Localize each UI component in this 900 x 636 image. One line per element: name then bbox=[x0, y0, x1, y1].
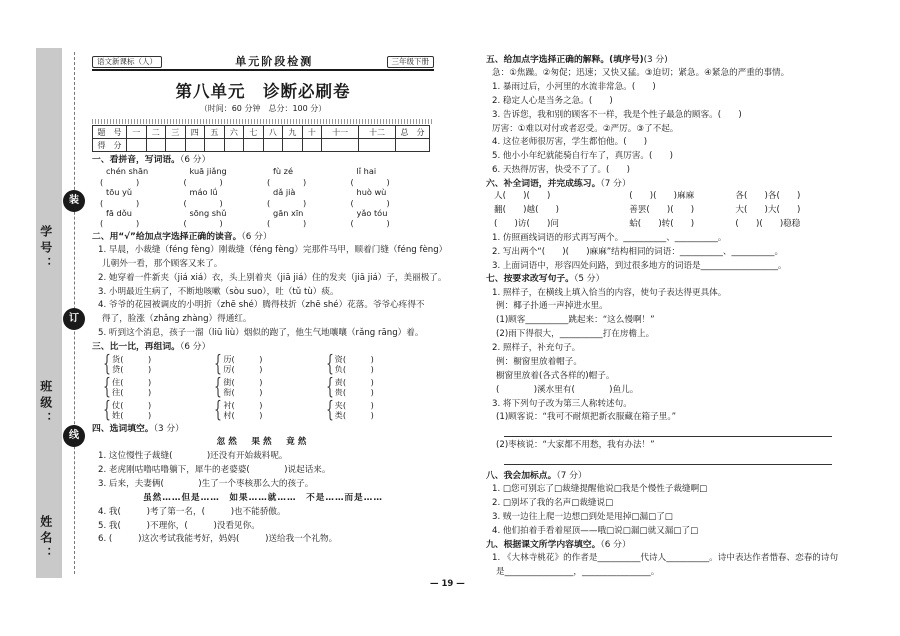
score-table-score-row bbox=[93, 139, 430, 152]
answer-blank[interactable]: ( ) bbox=[231, 387, 263, 398]
pinyin: gān xīn bbox=[273, 207, 304, 218]
section-5-heading: 五、给加点字选择正确的解释。(填序号) bbox=[486, 55, 644, 65]
question-line: 1. 这位慢性子裁缝( )还没有开始裁料呢。 bbox=[98, 451, 288, 462]
answer-blank[interactable]: ( ) bbox=[267, 218, 307, 229]
char-pair bbox=[100, 352, 211, 378]
char: 村 bbox=[223, 410, 232, 421]
answer-blank[interactable]: ( ) bbox=[342, 364, 374, 375]
question-line: 1. □您可别忘了□裁缝提醒他说□我是个慢性子裁缝啊□ bbox=[492, 484, 708, 495]
section-3-points: （6 分） bbox=[179, 342, 211, 353]
binding-strip bbox=[36, 48, 62, 578]
question-line: 1. 《大林寺桃花》的作者是__________代诗人__________。诗中表达作者惜春、恋春的诗句 bbox=[492, 552, 839, 563]
answer-blank[interactable]: ( ) bbox=[231, 410, 263, 421]
section-7-points: （5 分） bbox=[573, 274, 605, 285]
question-line: 4. 他们拍着手看着屋顶——哦□说□漏□就又漏□了□ bbox=[492, 525, 699, 536]
idiom-blank[interactable]: 翻( )越( ) bbox=[494, 205, 559, 216]
question-line: 3. 告诉您，我和别的顾客不一样，我是个性子最急的顾客。( ) bbox=[492, 109, 742, 120]
answer-blank[interactable]: ( ) bbox=[342, 377, 374, 388]
brace-icon: { bbox=[214, 352, 223, 378]
pinyin: huò wù bbox=[356, 187, 387, 198]
answer-blank[interactable]: ( ) bbox=[231, 377, 263, 388]
char: 衔 bbox=[223, 387, 232, 398]
time-score-info: （时间：60 分钟 总分：100 分） bbox=[199, 103, 327, 113]
score-input-cell[interactable] bbox=[244, 139, 264, 152]
section-9-title bbox=[486, 540, 832, 550]
section-5-title bbox=[486, 55, 832, 65]
question-line: 5. 我( )不理你，( )没看见你。 bbox=[98, 520, 260, 531]
test-type: 单元阶段检测 bbox=[235, 54, 314, 68]
answer-blank[interactable]: ( ) bbox=[120, 354, 152, 365]
pinyin: kuā jiǎng bbox=[189, 166, 227, 177]
score-input-cell[interactable] bbox=[396, 139, 430, 152]
char: 贵 bbox=[334, 387, 343, 398]
seal-xian: 线 bbox=[63, 425, 85, 447]
compare-word-grid bbox=[92, 352, 434, 424]
question-line: 3. 后来，夫妻俩( )生了一个枣核那么大的孩子。 bbox=[98, 478, 314, 489]
section-9-heading: 九、根据课文所学内容填空。 bbox=[486, 539, 601, 550]
example-line: 例：橱窗里放着帽子。 bbox=[496, 356, 582, 367]
section-9-points: （6 分） bbox=[600, 539, 631, 550]
idiom-blank[interactable]: 善罢( )( ) bbox=[629, 205, 695, 216]
score-cell: 十一 bbox=[322, 126, 359, 139]
hatch-divider bbox=[92, 119, 434, 124]
pinyin: máo lǘ bbox=[189, 187, 218, 198]
section-8-points: （7 分） bbox=[556, 471, 587, 482]
answer-blank[interactable]: ( ) bbox=[120, 377, 152, 388]
brace-icon: { bbox=[325, 398, 334, 424]
answer-blank[interactable]: ( ) bbox=[350, 218, 390, 229]
score-cell: 题 号 bbox=[93, 126, 127, 139]
char-pair bbox=[211, 375, 322, 401]
score-input-cell[interactable] bbox=[127, 139, 147, 152]
pinyin-grid bbox=[92, 167, 434, 229]
char: 贷 bbox=[112, 364, 121, 375]
pinyin: dǎ jià bbox=[273, 187, 296, 198]
char: 夹 bbox=[334, 400, 343, 411]
question-line: 3. 小明最近生病了，不断地咳嗽（sòu suo），吐（tǔ tù）痰。 bbox=[98, 286, 339, 297]
score-table-header-row bbox=[93, 126, 430, 139]
answer-blank[interactable]: ( ) bbox=[120, 410, 152, 421]
section-2-points: （6 分） bbox=[241, 231, 272, 242]
question-line: 5. 他小小年纪就能骑自行车了，真厉害。( ) bbox=[492, 151, 673, 162]
section-7-title bbox=[486, 274, 832, 284]
pinyin: chén shān bbox=[106, 166, 149, 177]
char-pair bbox=[100, 398, 211, 424]
question-line: (2)枣核说：“大家都不用愁，我有办法！” bbox=[496, 440, 655, 451]
question-line: 2. 她穿着一件新夹（jiá xiá）衣，头上别着夹（jiā jiá）住的发夹（jiā jiá）子，美丽极了。 bbox=[98, 272, 447, 283]
grade-tag: 三年级下册 bbox=[387, 56, 435, 68]
answer-blank[interactable]: ( ) bbox=[100, 218, 140, 229]
pinyin: lǐ hai bbox=[356, 166, 377, 177]
question-line: 是________________，________________。 bbox=[496, 566, 660, 577]
brace-icon: { bbox=[103, 352, 111, 378]
score-input-cell[interactable] bbox=[224, 139, 244, 152]
idiom-grid bbox=[486, 192, 832, 230]
question-line: 2. 照样子，补充句子。 bbox=[492, 343, 581, 354]
question-line: 1. 早晨，小裁缝（féng fèng）刚裁缝（féng fèng）完那件马甲，顺着门缝（féng fèng） bbox=[98, 244, 448, 255]
class-label: 班级： bbox=[38, 380, 53, 428]
question-line: 儿朝外一看，那个顾客又来了。 bbox=[102, 258, 223, 269]
name-label: 姓名： bbox=[38, 515, 53, 563]
section-8-heading: 八、我会加标点。 bbox=[486, 471, 557, 482]
question-line: 2. 写出两个“( )( )麻麻”结构相同的词语：__________、__________。 bbox=[492, 246, 784, 257]
idiom-blank[interactable]: 蛤( )转( ) bbox=[629, 218, 695, 229]
section-3-heading: 三、比一比，再组词。 bbox=[92, 342, 180, 353]
answer-line[interactable] bbox=[504, 427, 832, 437]
char: 仗 bbox=[112, 400, 121, 411]
question-line: 4. 我( )考了第一名，( )也不能骄傲。 bbox=[98, 506, 286, 517]
section-8-title bbox=[486, 471, 832, 481]
section-1-points: （6 分） bbox=[179, 155, 211, 166]
brace-icon: { bbox=[325, 375, 334, 401]
definition-line: 急：①焦躁。②匆促；迅速；又快又猛。③迫切；紧急。④紧急的严重的事情。 bbox=[492, 68, 790, 79]
score-cell: 十二 bbox=[359, 126, 396, 139]
question-line: 6. ( )这次考试我能考好，妈妈( )送给我一个礼物。 bbox=[98, 534, 338, 545]
seal-ding: 订 bbox=[63, 308, 85, 330]
answer-blank[interactable]: ( ) bbox=[231, 364, 263, 375]
score-input-cell[interactable] bbox=[302, 139, 322, 152]
question-line: 4. 这位老师很厉害，学生都怕他。( ) bbox=[492, 137, 648, 148]
char: 往 bbox=[112, 387, 121, 398]
idiom-blank[interactable]: 大( )大( ) bbox=[735, 205, 801, 216]
question-line: 1. 仿照画线词语的形式再写两个。__________、__________。 bbox=[492, 232, 727, 243]
score-input-cell[interactable] bbox=[146, 139, 166, 152]
student-id-label: 学号： bbox=[38, 225, 53, 273]
brace-icon: { bbox=[214, 398, 223, 424]
answer-blank[interactable]: ( ) bbox=[100, 176, 140, 187]
answer-blank[interactable]: ( ) bbox=[350, 176, 390, 187]
score-cell: 三 bbox=[166, 126, 186, 139]
pinyin: tōu yǔ bbox=[106, 187, 133, 198]
score-cell: 二 bbox=[146, 126, 166, 139]
question-line: 5. 听到这个消息，孩子一溜（liū liù）烟似的跑了，他生气地嚷嚷（rǎng rāng）着。 bbox=[98, 328, 424, 339]
score-input-cell[interactable] bbox=[359, 139, 396, 152]
example-line: 例：椰子扑通一声掉进水里。 bbox=[496, 301, 608, 312]
char-pair bbox=[323, 352, 434, 378]
answer-blank[interactable]: ( ) bbox=[100, 197, 140, 208]
answer-blank[interactable]: ( ) bbox=[183, 197, 223, 208]
section-1-heading: 一、看拼音，写词语。 bbox=[92, 155, 180, 166]
left-column bbox=[92, 54, 448, 545]
score-input-cell[interactable] bbox=[283, 139, 303, 152]
answer-blank[interactable]: ( ) bbox=[342, 354, 374, 365]
char: 类 bbox=[334, 410, 343, 421]
score-input-cell[interactable] bbox=[205, 139, 225, 152]
question-line: 4. 爷爷的花园被调皮的小明折（zhē shé）腾得枝折（zhē shé）花落。爷爷心疼得不 bbox=[98, 300, 425, 311]
idiom-blank[interactable]: ( )( )稳稳 bbox=[735, 218, 801, 229]
answer-blank[interactable]: ( ) bbox=[231, 400, 263, 411]
definition-line: 厉害：①难以对付或者忍受。②严厉。③了不起。 bbox=[492, 123, 679, 134]
question-line: 2. 稳定人心是当务之急。( ) bbox=[492, 95, 613, 106]
answer-blank[interactable]: ( ) bbox=[231, 354, 263, 365]
section-6-points: （7 分） bbox=[600, 179, 631, 190]
question-line: 得了，脸涨（zhǎng zhàng）得通红。 bbox=[102, 314, 252, 325]
score-row-label: 得 分 bbox=[93, 139, 127, 152]
char: 住 bbox=[112, 377, 121, 388]
question-line: 1. 暴雨过后，小河里的水流非常急。( ) bbox=[492, 81, 656, 92]
score-cell: 四 bbox=[185, 126, 205, 139]
answer-blank[interactable]: ( ) bbox=[350, 197, 390, 208]
char: 姓 bbox=[112, 410, 121, 421]
question-line: 2. 老虎刚咕噜咕噜躺下，犀牛的老婆婆( )说起话来。 bbox=[98, 465, 331, 475]
pinyin: yǎo tóu bbox=[356, 207, 388, 218]
brace-icon: { bbox=[103, 398, 111, 424]
answer-blank[interactable]: ( ) bbox=[267, 176, 307, 187]
page-number: — 19 — bbox=[430, 579, 465, 589]
answer-line[interactable] bbox=[504, 455, 832, 465]
pinyin: fā dǒu bbox=[106, 207, 132, 218]
score-cell: 六 bbox=[224, 126, 244, 139]
score-cell: 九 bbox=[283, 126, 303, 139]
pinyin: sōng shǔ bbox=[189, 207, 227, 218]
question-line: (1)顾客说：“我可不耐烦把新衣服藏在箱子里。” bbox=[496, 412, 677, 423]
section-6-heading: 六、补全词语，并完成练习。 bbox=[486, 179, 601, 190]
question-line: 1. 照样子，在横线上填入恰当的内容，使句子表达得更具体。 bbox=[492, 287, 727, 298]
word-bank-1: 忽然 果然 竟然 bbox=[216, 437, 310, 448]
right-column bbox=[486, 55, 839, 578]
header-bar bbox=[92, 55, 434, 71]
char-pair bbox=[323, 375, 434, 401]
seal-zhuang: 装 bbox=[63, 190, 85, 212]
brace-icon: { bbox=[214, 375, 223, 401]
question-line: 6. 天热得厉害，快受不了了。( ) bbox=[492, 165, 630, 176]
score-input-cell[interactable] bbox=[263, 139, 283, 152]
char: 历 bbox=[223, 354, 232, 365]
idiom-blank[interactable]: 各( )各( ) bbox=[735, 191, 801, 202]
section-3-title bbox=[92, 342, 434, 352]
section-2-title bbox=[92, 232, 434, 242]
char-pair bbox=[100, 375, 211, 401]
section-1-title bbox=[92, 155, 434, 165]
score-table bbox=[92, 125, 430, 152]
question-line: 3. 将下列句子改为第三人称转述句。 bbox=[492, 398, 632, 409]
section-7-heading: 七、按要求改写句子。 bbox=[486, 274, 574, 285]
answer-blank[interactable]: ( ) bbox=[342, 387, 374, 398]
section-4-points: （3 分） bbox=[153, 424, 184, 435]
score-cell: 五 bbox=[205, 126, 225, 139]
answer-blank[interactable]: ( ) bbox=[183, 218, 223, 229]
char-pair bbox=[323, 398, 434, 424]
char: 货 bbox=[112, 354, 121, 365]
section-6-title bbox=[486, 179, 832, 189]
score-cell: 八 bbox=[263, 126, 283, 139]
answer-blank[interactable]: ( ) bbox=[267, 197, 307, 208]
brace-icon: { bbox=[103, 375, 111, 401]
example-line: 橱窗里放着(各式各样的)帽子。 bbox=[496, 370, 615, 381]
brace-icon: { bbox=[325, 352, 334, 378]
score-cell: 七 bbox=[244, 126, 264, 139]
section-4-heading: 四、选词填空。 bbox=[92, 424, 154, 435]
answer-blank[interactable]: ( ) bbox=[120, 364, 152, 375]
char: 衬 bbox=[223, 400, 232, 411]
char: 资 bbox=[334, 354, 343, 365]
idiom-blank[interactable]: 人( )( ) bbox=[494, 191, 551, 202]
score-cell: 一 bbox=[127, 126, 147, 139]
pinyin: fù zé bbox=[273, 166, 294, 177]
answer-blank[interactable]: ( ) bbox=[342, 400, 374, 411]
answer-blank[interactable]: ( ) bbox=[120, 400, 152, 411]
char: 厉 bbox=[223, 364, 232, 375]
score-input-cell[interactable] bbox=[185, 139, 205, 152]
section-5-points: (3 分) bbox=[643, 55, 668, 65]
question-line: 3. 贼一边往上爬一边想□到处是甩掉□漏□了□ bbox=[492, 512, 673, 523]
score-input-cell[interactable] bbox=[166, 139, 186, 152]
score-cell: 十 bbox=[302, 126, 322, 139]
section-4-title bbox=[92, 424, 434, 434]
char: 负 bbox=[334, 364, 343, 375]
char: 街 bbox=[223, 377, 232, 388]
section-2-heading: 二、用“√”给加点字选择正确的读音。 bbox=[92, 231, 242, 242]
char-pair bbox=[211, 398, 322, 424]
question-line: (1)顾客__________跳起来：“这么慢啊！” bbox=[496, 315, 655, 326]
score-input-cell[interactable] bbox=[322, 139, 359, 152]
score-cell: 总 分 bbox=[396, 126, 430, 139]
question-line: (2)雨下得很大，__________打在房檐上。 bbox=[496, 329, 655, 340]
answer-blank[interactable]: ( ) bbox=[183, 176, 223, 187]
answer-blank[interactable]: ( ) bbox=[120, 387, 152, 398]
question-line: 2. □别坏了我的名声□裁缝说□ bbox=[492, 498, 614, 509]
char: 责 bbox=[334, 377, 343, 388]
edition-tag: 语文新课标（人） bbox=[92, 56, 162, 68]
word-bank-2: 虽然……但是…… 如果……就…… 不是……而是…… bbox=[143, 492, 383, 503]
page-title: 第八单元 诊断必刷卷 bbox=[175, 82, 351, 101]
char-pair bbox=[211, 352, 322, 378]
answer-blank[interactable]: ( ) bbox=[342, 410, 374, 421]
question-line: 3. 上面词语中，形容四处问路，到过很多地方的词语是__________________。 bbox=[492, 260, 787, 271]
idiom-blank[interactable]: ( )访( )问 bbox=[494, 218, 559, 229]
idiom-blank[interactable]: ( )( )麻麻 bbox=[629, 191, 695, 202]
question-line: ( )溪水里有( )鱼儿。 bbox=[496, 384, 639, 395]
